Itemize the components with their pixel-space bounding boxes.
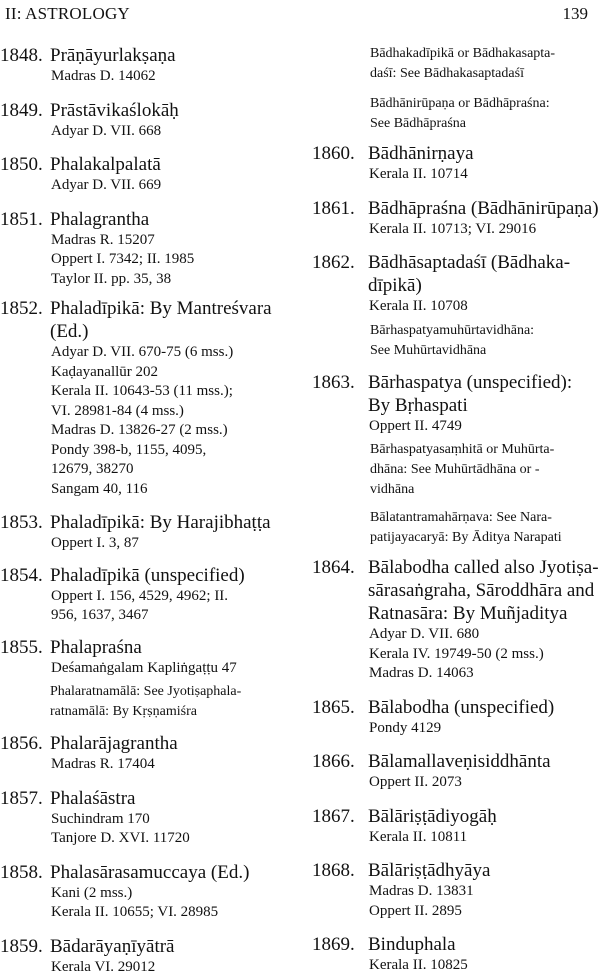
entry-title: (Ed.)	[50, 320, 298, 343]
manuscript-reference: Kerala II. 10708	[368, 297, 600, 317]
cross-reference	[310, 44, 600, 84]
entry-body	[50, 732, 298, 775]
catalog-entry	[310, 805, 600, 848]
cross-reference-line: Bālatantramahārṇava: See Nara-	[370, 508, 600, 528]
manuscript-reference: Oppert II. 4749	[368, 417, 600, 437]
catalog-entry	[310, 750, 600, 793]
entry-title: Phaladīpikā (unspecified)	[50, 564, 298, 587]
manuscript-reference: 956, 1637, 3467	[50, 606, 298, 626]
running-head: II: ASTROLOGY	[5, 4, 130, 24]
catalog-entry	[310, 197, 600, 240]
cross-reference	[310, 508, 600, 548]
cross-reference-line: patijayacaryā: By Āditya Narapati	[370, 528, 600, 548]
entry-number: 1852.	[0, 297, 50, 499]
page-header	[5, 4, 588, 26]
entry-title: Bālabodha called also Jyotiṣa-	[368, 556, 600, 579]
entry-title: Phaladīpikā: By Harajibhaṭṭa	[50, 511, 298, 534]
cross-reference-line: Bādhakadīpikā or Bādhakasapta-	[370, 44, 600, 64]
entry-title: Phalarājagrantha	[50, 732, 298, 755]
manuscript-reference: Oppert I. 156, 4529, 4962; II.	[50, 587, 298, 607]
catalog-entry	[0, 732, 298, 775]
entry-title: Bālāriṣṭādiyogāḥ	[368, 805, 600, 828]
entry-title: Binduphala	[368, 933, 600, 956]
entry-body	[368, 859, 600, 921]
manuscript-reference: Adyar D. VII. 680	[368, 625, 600, 645]
entry-number: 1855.	[0, 636, 50, 679]
cross-reference-line: See Bādhāpraśna	[370, 114, 600, 134]
manuscript-reference: Kerala IV. 19749-50 (2 mss.)	[368, 645, 600, 665]
cross-reference	[0, 682, 298, 722]
cross-reference-line: Phalaratnamālā: See Jyotiṣaphala-	[50, 682, 298, 702]
manuscript-reference: Adyar D. VII. 669	[50, 176, 298, 196]
cross-reference-line: daśī: See Bādhakasaptadaśī	[370, 64, 600, 84]
entry-title: Prāṇāyurlakṣaṇa	[50, 44, 298, 67]
manuscript-reference: Deśamaṅgalam Kapliṅgaṭṭu 47	[50, 659, 298, 679]
entry-number: 1858.	[0, 861, 50, 923]
entry-number: 1851.	[0, 208, 50, 290]
catalog-entry	[310, 142, 600, 185]
entry-title: Bālāriṣṭādhyāya	[368, 859, 600, 882]
catalog-entry	[0, 153, 298, 196]
entry-number: 1861.	[310, 197, 368, 240]
manuscript-reference: Suchindram 170	[50, 810, 298, 830]
manuscript-reference: Madras D. 14063	[368, 664, 600, 684]
entry-body	[368, 371, 600, 437]
catalog-entry	[0, 636, 298, 679]
entry-title: sārasaṅgraha, Sāroddhāra and	[368, 579, 600, 602]
entry-title: Bārhaspatya (unspecified):	[368, 371, 600, 394]
cross-reference	[310, 321, 600, 361]
entry-number: 1848.	[0, 44, 50, 87]
entry-body	[50, 99, 298, 142]
catalog-entry	[0, 208, 298, 290]
entry-body	[368, 750, 600, 793]
manuscript-reference: Madras R. 15207	[50, 231, 298, 251]
entry-body	[368, 251, 600, 317]
entry-number: 1865.	[310, 696, 368, 739]
entry-title: Bādhānirṇaya	[368, 142, 600, 165]
entry-title: Bādhāsaptadaśī (Bādhaka-	[368, 251, 600, 274]
entry-number: 1863.	[310, 371, 368, 437]
entry-number: 1862.	[310, 251, 368, 317]
cross-reference-line: Bādhānirūpaṇa or Bādhāpraśna:	[370, 94, 600, 114]
entry-title: Phalasārasamuccaya (Ed.)	[50, 861, 298, 884]
entry-number: 1864.	[310, 556, 368, 684]
entry-body	[50, 564, 298, 626]
entry-body	[50, 636, 298, 679]
manuscript-reference: Madras D. 13826-27 (2 mss.)	[50, 421, 298, 441]
catalog-entry	[310, 933, 600, 976]
catalog-entry	[0, 564, 298, 626]
cross-reference-line: Bārhaspatyasaṃhitā or Muhūrta-	[370, 440, 600, 460]
entry-number: 1849.	[0, 99, 50, 142]
cross-reference-line: ratnamālā: By Kṛṣṇamiśra	[50, 702, 298, 722]
manuscript-reference: Kani (2 mss.)	[50, 884, 298, 904]
cross-reference-line: Bārhaspatyamuhūrtavidhāna:	[370, 321, 600, 341]
entry-number: 1859.	[0, 935, 50, 977]
entry-number: 1850.	[0, 153, 50, 196]
manuscript-reference: Adyar D. VII. 668	[50, 122, 298, 142]
manuscript-reference: Madras R. 17404	[50, 755, 298, 775]
entry-body	[50, 208, 298, 290]
entry-title: Bādarāyaṇīyātrā	[50, 935, 298, 958]
manuscript-reference: Kerala II. 10655; VI. 28985	[50, 903, 298, 923]
entry-body	[368, 197, 600, 240]
entry-title: Ratnasāra: By Muñjaditya	[368, 602, 600, 625]
entry-body	[368, 142, 600, 185]
manuscript-reference: Sangam 40, 116	[50, 480, 298, 500]
manuscript-reference: Madras D. 13831	[368, 882, 600, 902]
entry-body	[368, 805, 600, 848]
entry-body	[368, 696, 600, 739]
catalog-entry	[310, 251, 600, 317]
catalog-entry	[0, 511, 298, 554]
manuscript-reference: Oppert II. 2895	[368, 902, 600, 922]
entry-title: Phaladīpikā: By Mantreśvara	[50, 297, 298, 320]
entry-number: 1866.	[310, 750, 368, 793]
catalog-entry	[0, 787, 298, 849]
manuscript-reference: Kerala II. 10713; VI. 29016	[368, 220, 600, 240]
left-column	[0, 44, 298, 977]
cross-reference	[310, 440, 600, 500]
entry-body	[50, 861, 298, 923]
entry-body	[50, 297, 298, 499]
cross-reference-line: dhāna: See Muhūrtādhāna or -	[370, 460, 600, 480]
manuscript-reference: Madras D. 14062	[50, 67, 298, 87]
entry-title: Phalakalpalatā	[50, 153, 298, 176]
manuscript-reference: Pondy 398-b, 1155, 4095,	[50, 441, 298, 461]
cross-reference-line: See Muhūrtavidhāna	[370, 341, 600, 361]
manuscript-reference: Taylor II. pp. 35, 38	[50, 270, 298, 290]
entry-body	[368, 556, 600, 684]
entry-title: Phalagrantha	[50, 208, 298, 231]
entry-title: Bālamallaveṇisiddhānta	[368, 750, 600, 773]
entry-body	[368, 933, 600, 976]
manuscript-reference: Tanjore D. XVI. 11720	[50, 829, 298, 849]
cross-reference-line: vidhāna	[370, 480, 600, 500]
catalog-entry	[0, 297, 298, 499]
entry-body	[50, 787, 298, 849]
manuscript-reference: Pondy 4129	[368, 719, 600, 739]
manuscript-reference: Kerala II. 10811	[368, 828, 600, 848]
manuscript-reference: Kerala VI. 29012	[50, 958, 298, 977]
catalog-entry	[0, 935, 298, 977]
entry-number: 1860.	[310, 142, 368, 185]
catalog-entry	[0, 861, 298, 923]
entry-title: Prāstāvikaślokāḥ	[50, 99, 298, 122]
manuscript-reference: Kaḍayanallūr 202	[50, 363, 298, 383]
catalog-entry	[310, 371, 600, 437]
catalog-entry	[0, 44, 298, 87]
catalog-entry	[0, 99, 298, 142]
entry-title: Phalaśāstra	[50, 787, 298, 810]
entry-body	[50, 935, 298, 977]
entry-body	[50, 44, 298, 87]
entry-title: By Bṛhaspati	[368, 394, 600, 417]
entry-number: 1867.	[310, 805, 368, 848]
manuscript-reference: Adyar D. VII. 670-75 (6 mss.)	[50, 343, 298, 363]
manuscript-reference: VI. 28981-84 (4 mss.)	[50, 402, 298, 422]
right-column	[310, 44, 600, 976]
entry-title: Bādhāpraśna (Bādhānirūpaṇa)	[368, 197, 600, 220]
entry-number: 1869.	[310, 933, 368, 976]
catalog-entry	[310, 556, 600, 684]
entry-title: Phalapraśna	[50, 636, 298, 659]
manuscript-reference: Kerala II. 10825	[368, 956, 600, 976]
catalog-entry	[310, 859, 600, 921]
manuscript-reference: Oppert I. 7342; II. 1985	[50, 250, 298, 270]
manuscript-reference: Kerala II. 10714	[368, 165, 600, 185]
entry-number: 1854.	[0, 564, 50, 626]
entry-number: 1856.	[0, 732, 50, 775]
entry-number: 1857.	[0, 787, 50, 849]
entry-body	[50, 511, 298, 554]
entry-title: Bālabodha (unspecified)	[368, 696, 600, 719]
cross-reference	[310, 94, 600, 134]
entry-title: dīpikā)	[368, 274, 600, 297]
manuscript-reference: Oppert II. 2073	[368, 773, 600, 793]
page-number: 139	[563, 4, 589, 24]
entry-number: 1868.	[310, 859, 368, 921]
manuscript-reference: Oppert I. 3, 87	[50, 534, 298, 554]
manuscript-reference: Kerala II. 10643-53 (11 mss.);	[50, 382, 298, 402]
entry-number: 1853.	[0, 511, 50, 554]
entry-body	[50, 153, 298, 196]
catalog-entry	[310, 696, 600, 739]
manuscript-reference: 12679, 38270	[50, 460, 298, 480]
